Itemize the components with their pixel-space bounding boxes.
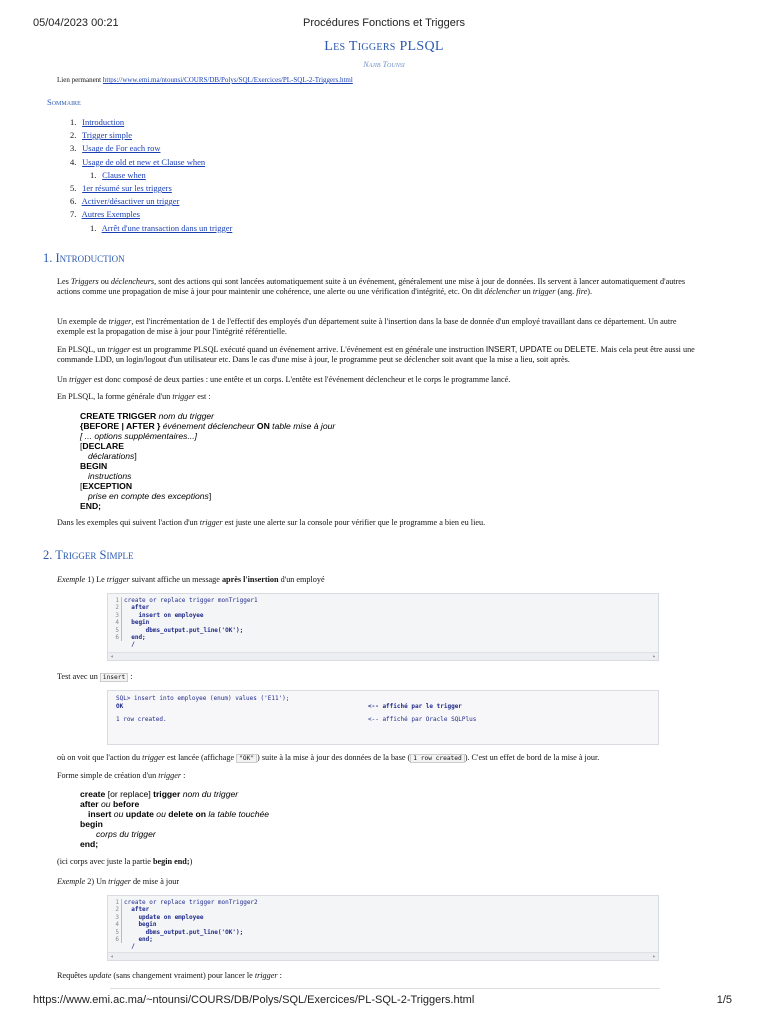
toc-item-number: 3. [70, 143, 77, 154]
toc-link[interactable]: Autres Exemples [81, 209, 140, 220]
code-line: create or replace trigger monTrigger1 [124, 597, 258, 604]
code-line: after [124, 604, 150, 612]
toc-item [70, 129, 232, 142]
page-title: Les Tiggers PLSQL [324, 39, 444, 54]
print-title: Procédures Fonctions et Triggers [302, 17, 466, 29]
toc-item-number: 6. [70, 196, 77, 207]
toc-item-number: 1. [90, 169, 97, 180]
code-line: end; [124, 634, 146, 642]
code-line: after [124, 906, 150, 914]
test-insert-caption: Test avec un insert : [57, 672, 133, 681]
print-date: 05/04/2023 00:21 [33, 17, 119, 29]
code-text [124, 597, 258, 649]
toc-link[interactable]: Trigger simple [81, 130, 132, 141]
toc-item [70, 208, 232, 221]
line-number: 3 [115, 611, 119, 619]
toc-link[interactable]: Usage de For each row [82, 143, 161, 154]
toc-link[interactable]: Introduction [82, 117, 125, 127]
line-number: 1 [115, 597, 119, 604]
line-number: 2 [115, 604, 119, 612]
toc-item [70, 195, 232, 208]
print-footer [0, 994, 768, 1008]
table-of-contents [70, 116, 232, 235]
example-1-caption: Exemple 1) Le trigger suivant affiche un message après l'insertion d'un employé [57, 575, 325, 584]
toc-item-number: 1. [90, 222, 97, 233]
horizontal-scrollbar[interactable] [108, 952, 658, 960]
simple-syntax-block: create [or replace] trigger nom du trigger after ou before insert ou update ou delete on la table touchée begin corps du trigger end; [80, 789, 270, 849]
author: Najib Tounsi [363, 60, 405, 69]
toc-link[interactable]: Arrêt d'une transaction dans un trigger [101, 222, 233, 233]
toc-item [70, 182, 232, 195]
code-line: create or replace trigger monTrigger2 [124, 899, 258, 906]
scroll-left-icon[interactable]: ◂ [110, 953, 114, 960]
code-line: / [124, 943, 135, 951]
code-text [124, 899, 258, 951]
intro-paragraph-5: En PLSQL, la forme générale d'un trigger est : [57, 392, 211, 401]
toc-item-number: 5. [70, 183, 77, 194]
line-number: 3 [115, 913, 119, 921]
output-block-insert: SQL> insert into employee (enum) values ('E11'); OK <-- affiché par le trigger 1 row created. <-- affiché par Oracle SQLPlus [107, 690, 659, 745]
horizontal-scrollbar[interactable] [108, 652, 658, 660]
scroll-left-icon[interactable]: ◂ [110, 653, 114, 660]
toc-link[interactable]: Usage de old et new et Clause when [82, 156, 206, 167]
toc-item [70, 169, 232, 182]
ici-note: (ici corps avec juste la partie begin end;) [57, 857, 193, 866]
toc-item [70, 142, 232, 155]
line-number: 4 [115, 619, 119, 627]
footer-divider [110, 988, 660, 989]
after-test-paragraph: où on voit que l'action du trigger est lancée (affichage "OK" ) suite à la mise à jour des données de la base ( 1 row created ). C'est un effet de bord de la mise à jour. [57, 753, 600, 762]
toc-item-number: 7. [70, 209, 77, 220]
code-line: begin [124, 921, 157, 929]
permalink-link[interactable]: https://www.emi.ma/ntounsi/COURS/DB/Polys/SQL/Exercices/PL-SQL-2-Triggers.html [102, 76, 353, 84]
toc-item-number: 2. [70, 130, 77, 141]
toc-item [70, 116, 232, 129]
line-numbers [111, 597, 122, 641]
footer-url: https://www.emi.ac.ma/~ntounsi/COURS/DB/Polys/SQL/Exercices/PL-SQL-2-Triggers.html [33, 994, 475, 1006]
line-number: 4 [115, 921, 119, 929]
code-line: / [124, 641, 135, 649]
toc-heading: Sommaire [47, 97, 81, 107]
code-line: end; [124, 936, 153, 944]
line-number: 5 [115, 626, 119, 634]
intro-paragraph-3: En PLSQL, un trigger est un programme PLSQL exécuté quand un événement arrive. L'événement est en générale une instruction INSERT, UPDATE ou DELETE. Mais cela peut être aussi une commande LDD, un login/logout d'un utilisateur etc. Dans le cas d'une mise à jour, le programme peut se déclencher soit avant que la mise a lieu, soit après. [57, 345, 695, 364]
update-requests-caption: Requêtes update (sans changement vraiment) pour lancer le trigger : [57, 971, 282, 980]
code-line: begin [124, 619, 150, 627]
toc-item [70, 222, 232, 235]
line-number: 5 [115, 928, 119, 936]
code-line: insert on employee [124, 611, 204, 619]
toc-link[interactable]: Activer/désactiver un trigger [81, 196, 180, 207]
code-block-trigger1 [107, 593, 659, 661]
code-line: dbms_output.put_line('OK'); [124, 928, 244, 936]
intro-paragraph-2: Un exemple de trigger, est l'incrémentation de 1 de l'effectif des employés d'un département suite à l'insertion dans la base de donnée d'un employé travaillant dans ce département. Un autre exemple est la propagation de mise à jour pour l'intégrité référentielle. [57, 317, 677, 336]
example-2-caption: Exemple 2) Un trigger de mise à jour [57, 877, 180, 886]
code-line: update on employee [124, 913, 204, 921]
forme-simple-caption: Forme simple de création d'un trigger : [57, 771, 186, 780]
toc-item [70, 156, 232, 169]
line-number: 6 [115, 634, 119, 642]
trigger-syntax-block: CREATE TRIGGER nom du trigger {BEFORE | AFTER } événement déclencheur ON table mise à jour [ ... options supplémentaires...] [DECLARE déclarations] BEGIN instructions [EXCEPTION prise en compte des exceptions] END; [80, 411, 336, 511]
intro-paragraph-1: Les Triggers ou déclencheurs, sont des actions qui sont lancées automatiquement suite à un événement, généralement une mise à jour de données. Ils servent à lancer automatiquement d'autres actions comme une propagation de mise à jour pour maintenir une cohérence, une alerte ou une vérification d'intégrité, etc. On dit déclencher un trigger (ang. fire). [57, 277, 686, 296]
permalink [57, 76, 353, 84]
code-block-trigger2 [107, 895, 659, 961]
section-heading-introduction: 1. Introduction [43, 251, 125, 265]
toc-link[interactable]: 1er résumé sur les triggers [82, 183, 172, 194]
line-number: 2 [115, 906, 119, 914]
toc-item-number: 1. [70, 117, 77, 127]
toc-link[interactable]: Clause when [102, 169, 146, 180]
page-number: 1/5 [716, 994, 732, 1006]
toc-item-number: 4. [70, 156, 77, 167]
intro-paragraph-6: Dans les exemples qui suivent l'action d'un trigger est juste une alerte sur la console pour vérifier que le programme a bien eu lieu. [57, 518, 486, 527]
line-number: 1 [115, 899, 119, 906]
scroll-right-icon[interactable]: ▸ [652, 953, 656, 960]
code-line: dbms_output.put_line('OK'); [124, 626, 244, 634]
permalink-label: Lien permanent [57, 76, 102, 84]
intro-paragraph-4: Un trigger est donc composé de deux parties : une entête et un corps. L'entête est l'événement déclencheur et le corps le programme lancé. [57, 375, 511, 384]
line-numbers [111, 899, 122, 943]
section-heading-trigger-simple: 2. Trigger Simple [43, 548, 134, 562]
scroll-right-icon[interactable]: ▸ [652, 653, 656, 660]
line-number: 6 [115, 936, 119, 944]
